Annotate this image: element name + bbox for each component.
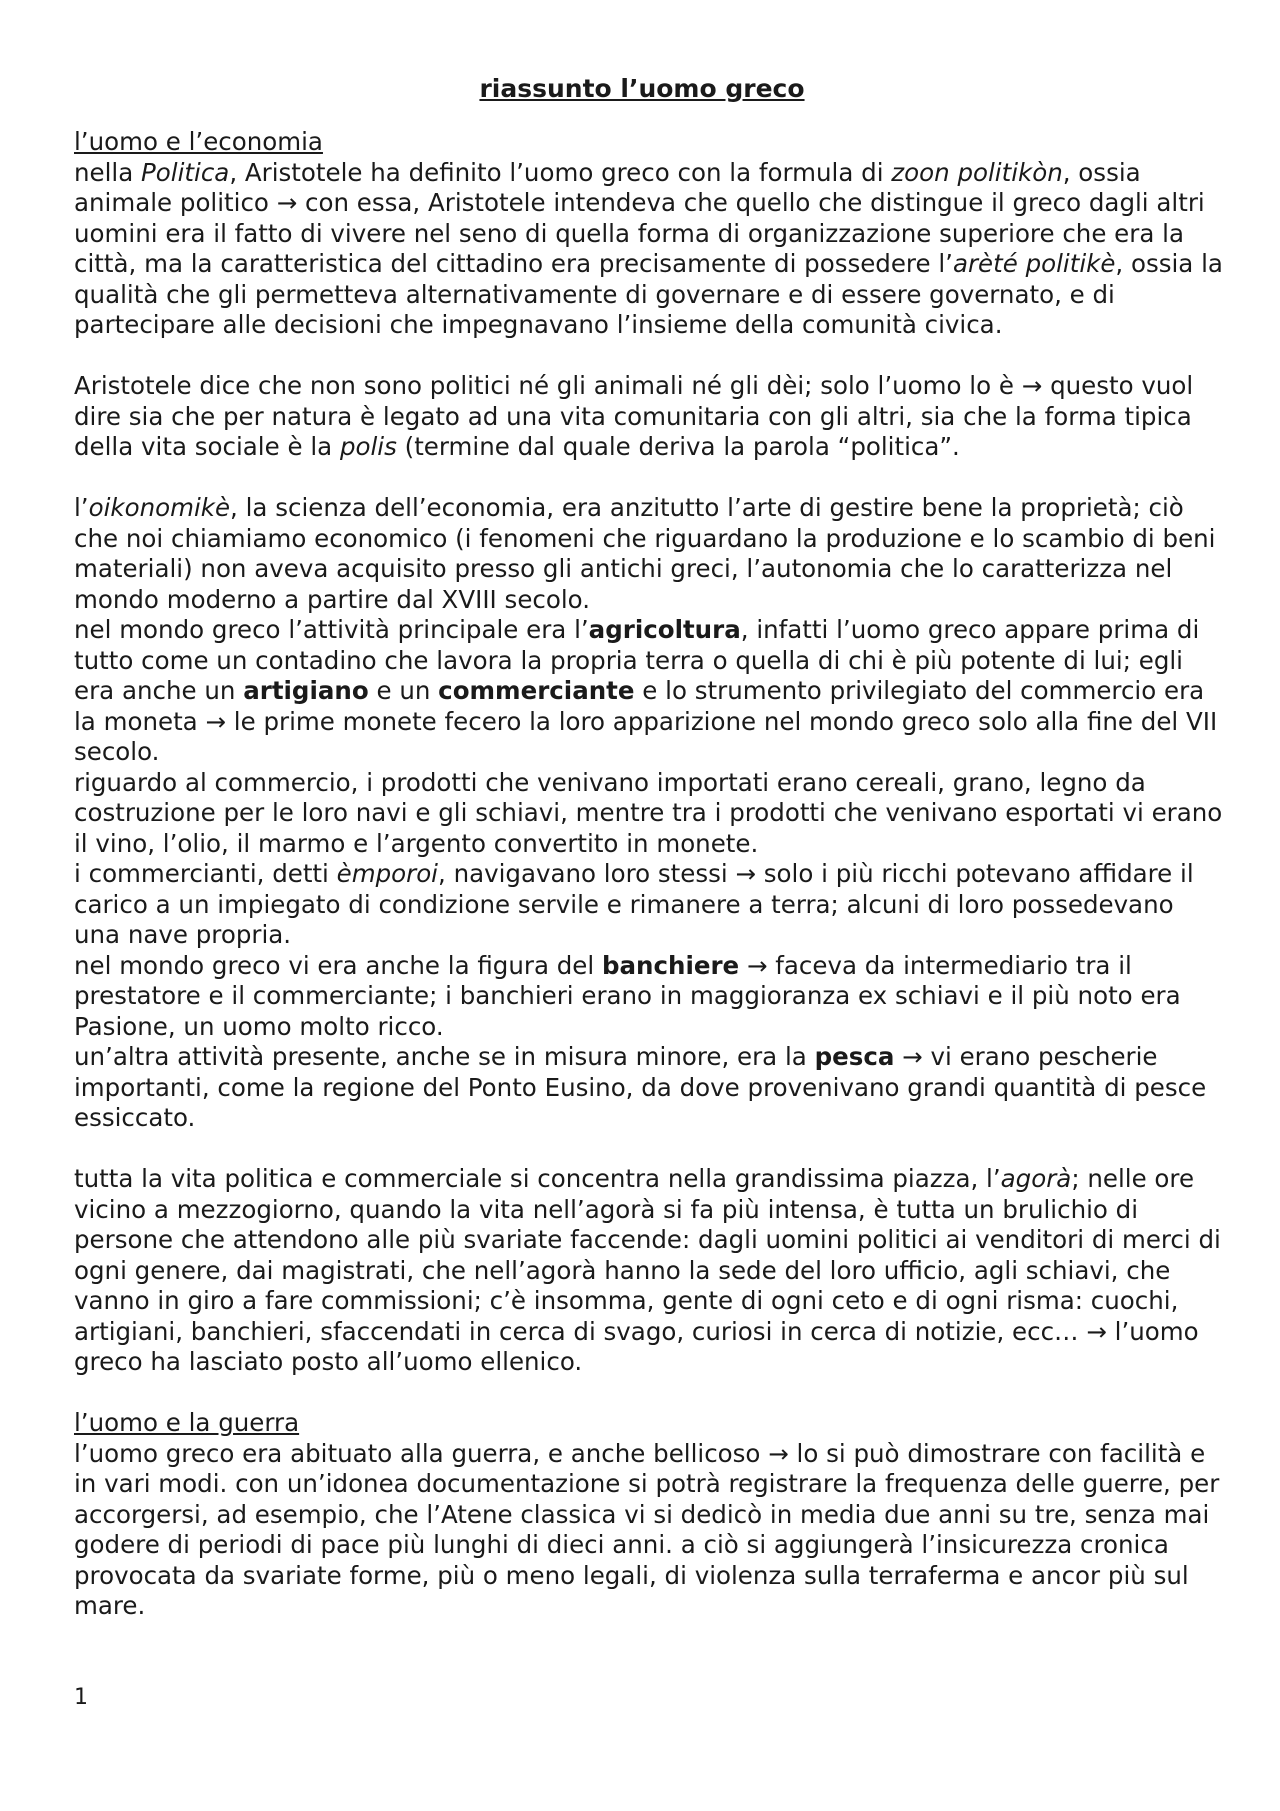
text-run: , ossia la qualità che gli permetteva alternativamente di governare e di essere governato, e di partecipare alle decisioni che impegnavano l’insieme della comunità civica.	[74, 249, 1223, 339]
italic-term: arèté politikè	[952, 249, 1116, 278]
paragraph	[74, 493, 1224, 615]
section-heading: l’uomo e la guerra	[74, 1408, 300, 1437]
italic-term: polis	[339, 432, 397, 461]
italic-term: Politica	[141, 157, 230, 187]
italic-term: èmporoi	[336, 859, 438, 888]
text-run: Aristotele dice che non sono politici né gli animali né gli dèi; solo l’uomo lo è → questo vuol dire sia che per natura è legato ad una vita comunitaria con gli altri, sia che la forma tipica della vita sociale è la	[74, 371, 1194, 461]
text-run: , ossia animale politico → con essa, Aristotele intendeva che quello che distingue il greco dagli altri uomini era il fatto di vivere nel seno di quella forma di organizzazione superiore che era la città, ma la caratteristica del cittadino era precisamente di possedere l’	[74, 157, 1205, 278]
paragraph	[74, 1164, 1224, 1378]
text-run: (termine dal quale deriva la parola “politica”.	[396, 432, 960, 461]
italic-term: oikonomikè	[88, 493, 231, 522]
bold-term: artigiano	[243, 676, 369, 705]
document-body	[74, 127, 1224, 1622]
italic-term: agorà	[1000, 1164, 1072, 1193]
paragraph	[74, 615, 1224, 768]
paragraph-spacer	[74, 463, 1224, 494]
text-run: e un	[368, 676, 439, 705]
document-title: riassunto l’uomo greco	[479, 74, 805, 103]
text-run: → faceva da intermediario tra il prestatore e il commerciante; i banchieri erano in maggioranza ex schiavi e il più noto era Pasione, un uomo molto ricco.	[74, 950, 1181, 1041]
text-run: l’	[74, 493, 89, 522]
bold-term: banchiere	[601, 950, 740, 980]
paragraph	[74, 859, 1224, 951]
text-run: nella	[74, 157, 142, 187]
page-number: 1	[74, 1685, 88, 1710]
document-page	[74, 74, 1224, 1622]
paragraph-spacer	[74, 1134, 1224, 1165]
paragraph-spacer	[74, 1378, 1224, 1409]
section-heading: l’uomo e l’economia	[74, 127, 323, 156]
paragraph	[74, 951, 1224, 1043]
text-run: un’altra attività presente, anche se in misura minore, era la	[74, 1042, 815, 1071]
text-run: ; nelle ore vicino a mezzogiorno, quando la vita nell’agorà si fa più intensa, è tutta un brulichio di persone che attendono alle più svariate faccende: dagli uomini politici ai venditori di merci di ogni genere, dai magistrati, che nell’agorà hanno la sede del loro ufficio, agli schiavi, che vanno in giro a fare commissioni; c’è insomma, gente di ogni ceto e di ogni risma: cuochi, artigiani, banchieri, sfaccendati in cerca di svago, curiosi in cerca di notizie, ecc… → l’uomo greco ha lasciato posto all’uomo ellenico.	[74, 1164, 1221, 1376]
paragraph-spacer	[74, 341, 1224, 372]
text-run: l’uomo greco era abituato alla guerra, e anche bellicoso → lo si può dimostrare con facilità e in vari modi. con un’idonea documentazione si potrà registrare la frequenza delle guerre, per accorgersi, ad esempio, che l’Atene classica vi si dedicò in media due anni su tre, senza mai godere di periodi di pace più lunghi di dieci anni. a ciò si aggiungerà l’insicurezza cronica provocata da svariate forme, più o meno legali, di violenza sulla terraferma e ancor più sul mare.	[74, 1438, 1220, 1620]
text-run: , Aristotele ha definito l’uomo greco con la formula di	[229, 157, 892, 187]
paragraph	[74, 768, 1224, 860]
text-run: nel mondo greco vi era anche la figura del	[74, 950, 602, 980]
text-run: , la scienza dell’economia, era anzitutto l’arte di gestire bene la proprietà; ciò che noi chiamiamo economico (i fenomeni che riguardano la produzione e lo scambio di beni materiali) non aveva acquisito presso gli antichi greci, l’autonomia che lo caratterizza nel mondo moderno a partire dal XVIII secolo.	[74, 493, 1216, 614]
text-run: tutta la vita politica e commerciale si concentra nella grandissima piazza, l’	[74, 1164, 1001, 1193]
text-run: e lo strumento privilegiato del commercio era la moneta → le prime monete fecero la loro apparizione nel mondo greco solo alla fine del VII secolo.	[74, 676, 1218, 766]
text-run: , infatti l’uomo greco appare prima di tutto come un contadino che lavora la propria terra o quella di chi è più potente di lui; egli era anche un	[74, 615, 1200, 705]
text-run: riguardo al commercio, i prodotti che venivano importati erano cereali, grano, legno da costruzione per le loro navi e gli schiavi, mentre tra i prodotti che venivano esportati vi erano il vino, l’olio, il marmo e l’argento convertito in monete.	[74, 767, 1223, 858]
paragraph	[74, 1439, 1224, 1622]
bold-term: commerciante	[438, 676, 635, 705]
bold-term: pesca	[814, 1042, 895, 1071]
bold-term: agricoltura	[588, 615, 741, 644]
paragraph	[74, 371, 1224, 463]
text-run: , navigavano loro stessi → solo i più ricchi potevano affidare il carico a un impiegato di condizione servile e rimanere a terra; alcuni di loro possedevano una nave propria.	[74, 859, 1194, 949]
text-run: i commercianti, detti	[74, 859, 337, 888]
paragraph	[74, 158, 1224, 341]
text-run: → vi erano pescherie importanti, come la regione del Ponto Eusino, da dove provenivano grandi quantità di pesce essiccato.	[74, 1042, 1207, 1132]
text-run: nel mondo greco l’attività principale era l’	[74, 615, 589, 644]
paragraph	[74, 1042, 1224, 1134]
italic-term: zoon politikòn	[891, 157, 1063, 187]
